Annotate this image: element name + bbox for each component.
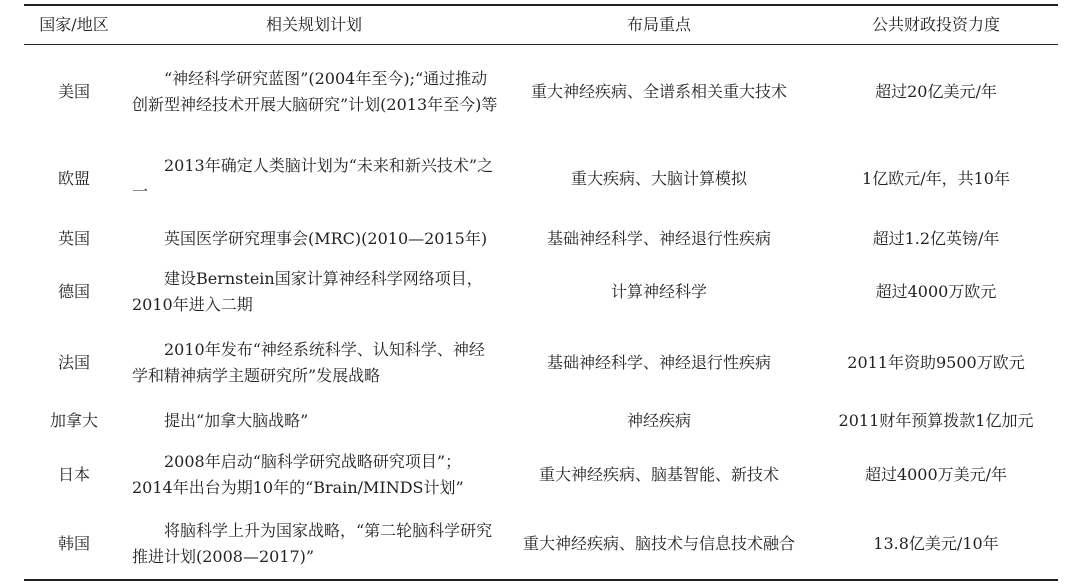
cell-funding: 超过4000万欧元 [875,282,997,301]
plan-text: “神经科学研究蓝图”(2004年至今);“通过推动创新型神经技术开展大脑研究”计划(2013年至今)等 [132,69,498,114]
cell-focus: 重大疾病、大脑计算模拟 [570,169,747,188]
cell-funding: 13.8亿美元/10年 [873,534,999,553]
cell-country: 德国 [57,282,90,301]
plan-text: 提出“加拿大脑战略” [164,411,309,430]
cell-country: 日本 [57,465,90,484]
cell-country: 英国 [57,229,90,248]
cell-focus: 计算神经科学 [610,282,707,301]
header-focus: 布局重点 [626,15,691,34]
plan-text: 英国医学研究理事会(MRC)(2010—2015年) [164,229,488,248]
table-row [24,45,1058,140]
cell-funding: 2011财年预算拨款1亿加元 [838,411,1034,430]
plan-text: 将脑科学上升为国家战略，“第二轮脑科学研究推进计划(2008—2017)” [132,521,493,566]
table-header-row [24,5,1058,45]
cell-focus: 基础神经科学、神经退行性疾病 [546,353,771,372]
cell-plan [124,219,504,259]
plan-text: 2008年启动“脑科学研究战略研究项目”；2014年出台为期10年的“Brain/MINDS计划” [132,452,464,497]
cell-funding: 1亿欧元/年，共10年 [862,169,1010,188]
table-row [24,509,1058,580]
header-plan: 相关规划计划 [265,15,362,34]
cell-country: 加拿大 [49,411,98,430]
table-body [24,45,1058,581]
cell-focus: 神经疾病 [626,411,691,430]
plan-text: 2013年确定人类脑计划为“未来和新兴技术”之一 [132,156,494,201]
cell-focus: 重大神经疾病、全谱系相关重大技术 [530,82,787,101]
cell-funding: 超过4000万美元/年 [864,465,1008,484]
brain-research-table-container [24,4,1058,581]
table-row [24,219,1058,259]
header-country: 国家/地区 [39,15,109,34]
cell-plan [124,259,504,325]
cell-country: 美国 [57,82,90,101]
brain-research-table [24,4,1058,581]
table-row [24,401,1058,441]
cell-country: 法国 [57,353,90,372]
cell-plan [124,441,504,509]
cell-focus: 重大神经疾病、脑技术与信息技术融合 [522,534,795,553]
cell-plan [124,139,504,219]
table-row [24,325,1058,401]
cell-funding: 超过20亿美元/年 [875,82,997,101]
cell-focus: 重大神经疾病、脑基智能、新技术 [538,465,779,484]
header-funding: 公共财政投资力度 [871,15,1000,34]
table-header [24,5,1058,45]
table-row [24,139,1058,219]
cell-focus: 基础神经科学、神经退行性疾病 [546,229,771,248]
table-row [24,259,1058,325]
cell-plan [124,401,504,441]
cell-plan [124,45,504,140]
plan-text: 建设Bernstein国家计算神经科学网络项目，2010年进入二期 [132,269,483,314]
cell-plan [124,325,504,401]
table-row [24,441,1058,509]
cell-funding: 超过1.2亿英镑/年 [872,229,1000,248]
cell-country: 韩国 [57,534,90,553]
cell-country: 欧盟 [57,169,90,188]
cell-funding: 2011年资助9500万欧元 [847,353,1025,372]
cell-plan [124,509,504,580]
plan-text: 2010年发布“神经系统科学、认知科学、神经学和精神病学主题研究所”发展战略 [132,340,485,385]
